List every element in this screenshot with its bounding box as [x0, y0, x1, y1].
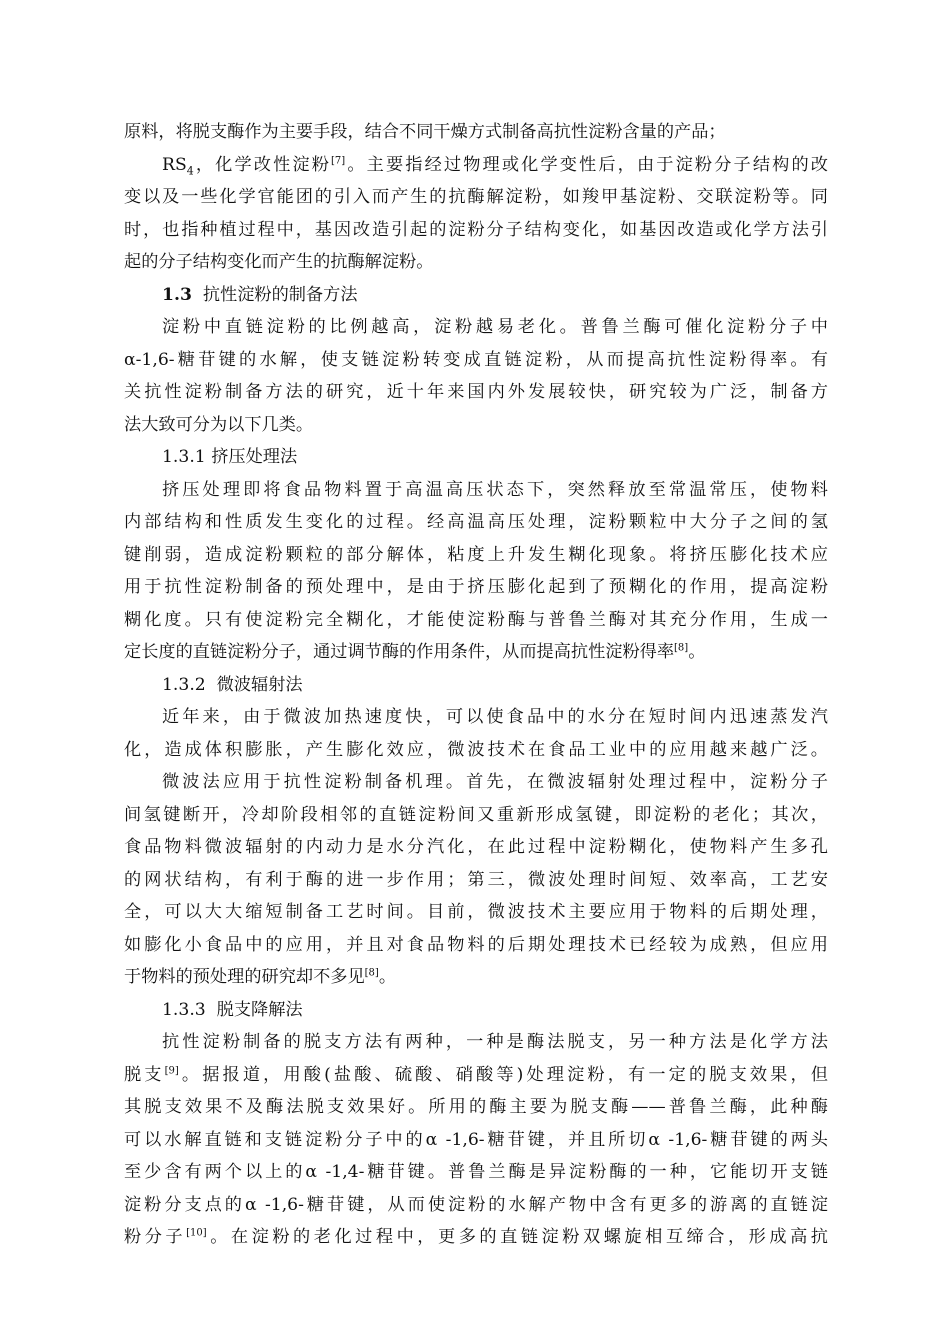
line-text: 起的分子结构变化而产生的抗酶解淀粉。	[124, 252, 434, 272]
paragraph-line	[124, 1059, 828, 1092]
subsection-title: 1.3.1 挤压处理法	[162, 447, 298, 467]
line-text: 。	[378, 967, 397, 987]
line-text: 原料，将脱支酶作为主要手段，结合不同干燥方式制备高抗性淀粉含量的产品；	[124, 122, 726, 142]
line-text: 近年来，由于微波加热速度快，可以使食品中的水分在短时间内迅速蒸发汽	[162, 707, 828, 727]
line-text: 挤压处理即将食品物料置于高温高压状态下，突然释放至常温常压，使物料	[162, 479, 828, 500]
line-text: 其脱支效果不及酶法脱支效果好。所用的酶主要为脱支酶——普鲁兰酶，此种酶	[124, 1097, 828, 1117]
line-text: 。在淀粉的老化过程中，更多的直链淀粉双螺旋相互缔合，形成高抗	[206, 1227, 828, 1247]
line-text: 键削弱，造成淀粉颗粒的部分解体，粘度上升发生糊化现象。将挤压膨化技术应	[124, 544, 828, 565]
section-number: 1.3	[162, 284, 192, 305]
citation: [9]	[164, 1064, 179, 1076]
line-text: α-1,6-糖苷键的水解，使支链淀粉转变成直链淀粉，从而提高抗性淀粉得率。有	[124, 349, 828, 370]
subsection-heading	[124, 669, 828, 702]
paragraph-line	[124, 1091, 828, 1124]
subscript: 4	[186, 163, 194, 177]
line-text: 。主要指经过物理或化学变性后，由于淀粉分子结构的改	[345, 154, 828, 175]
line-text: 变以及一些化学官能团的引入而产生的抗酶解淀粉，如羧甲基淀粉、交联淀粉等。同	[124, 187, 828, 207]
line-text: 粉分子	[124, 1227, 187, 1247]
citation: [10]	[186, 1227, 207, 1239]
line-text: 脱支	[124, 1064, 165, 1085]
line-text: RS	[162, 154, 187, 175]
line-text: 抗性淀粉制备的脱支方法有两种，一种是酶法脱支，另一种方法是化学方法	[162, 1032, 828, 1052]
subsection-title: 1.3.3 脱支降解法	[162, 999, 303, 1020]
line-text: 化，造成体积膨胀，产生膨化效应，微波技术在食品工业中的应用越来越广泛。	[124, 739, 828, 760]
line-text: 如膨化小食品中的应用，并且对食品物料的后期处理技术已经较为成熟，但应用	[124, 934, 828, 955]
paragraph-line	[124, 1124, 828, 1157]
paragraph-line	[124, 474, 828, 507]
paragraph-line	[124, 961, 828, 994]
line-text: 食品物料微波辐射的内动力是水分汽化，在此过程中淀粉糊化，使物料产生多孔	[124, 837, 828, 857]
line-text: 淀粉中直链淀粉的比例越高，淀粉越易老化。普鲁兰酶可催化淀粉分子中	[162, 317, 828, 337]
line-text: 的网状结构，有利于酶的进一步作用；第三，微波处理时间短、效率高，工艺安	[124, 869, 828, 890]
paragraph-line	[124, 766, 828, 799]
line-text: 淀粉分支点的α -1,6-糖苷键，从而使淀粉的水解产物中含有更多的游离的直链淀	[124, 1194, 828, 1215]
line-text: 微波法应用于抗性淀粉制备机理。首先，在微波辐射处理过程中，淀粉分子	[162, 772, 828, 792]
line-text: 时，也指种植过程中，基因改造引起的淀粉分子结构变化，如基因改造或化学方法引	[124, 219, 828, 240]
paragraph-line	[124, 149, 828, 182]
paragraph-line	[124, 1156, 828, 1189]
line-text: 糊化度。只有使淀粉完全糊化，才能使淀粉酶与普鲁兰酶对其充分作用，生成一	[124, 609, 828, 630]
paragraph-line	[124, 864, 828, 897]
paragraph-line	[124, 181, 828, 214]
paragraph-line	[124, 409, 828, 442]
line-text: 可以水解直链和支链淀粉分子中的α -1,6-糖苷键，并且所切α -1,6-糖苷键的两头	[124, 1129, 828, 1150]
citation: [8]	[364, 967, 379, 979]
line-text: 关抗性淀粉制备方法的研究，近十年来国内外发展较快，研究较为广泛，制备方	[124, 382, 828, 402]
paragraph-line	[124, 734, 828, 767]
paragraph-line	[124, 246, 828, 279]
paragraph-line	[124, 1221, 828, 1254]
subsection-title: 1.3.2 微波辐射法	[162, 674, 303, 695]
line-text: 用于抗性淀粉制备的预处理中，是由于挤压膨化起到了预糊化的作用，提高淀粉	[124, 577, 828, 597]
subsection-heading	[124, 441, 828, 474]
line-text: 法大致可分为以下几类。	[124, 414, 314, 435]
line-text: 。据报道，用酸(盐酸、硫酸、硝酸等)处理淀粉，有一定的脱支效果，但	[178, 1064, 828, 1085]
citation: [8]	[674, 642, 689, 654]
paragraph-line	[124, 214, 828, 247]
paragraph-line	[124, 799, 828, 832]
paragraph-line	[124, 506, 828, 539]
line-text: 于物料的预处理的研究却不多见	[124, 967, 365, 987]
document-page	[124, 116, 828, 1254]
line-text: 全，可以大大缩短制备工艺时间。目前，微波技术主要应用于物料的后期处理，	[124, 902, 828, 922]
paragraph-line	[124, 1026, 828, 1059]
paragraph-line	[124, 831, 828, 864]
paragraph-line	[124, 571, 828, 604]
citation: [7]	[331, 154, 346, 166]
paragraph-line	[124, 539, 828, 572]
paragraph-line	[124, 636, 828, 669]
paragraph-line	[124, 311, 828, 344]
section-title: 抗性淀粉的制备方法	[202, 284, 358, 305]
line-text: 至少含有两个以上的α -1,4-糖苷键。普鲁兰酶是异淀粉酶的一种，它能切开支链	[124, 1162, 828, 1182]
line-text: 内部结构和性质发生变化的过程。经高温高压处理，淀粉颗粒中大分子之间的氢	[124, 512, 828, 532]
paragraph-line	[124, 896, 828, 929]
line-text: 定长度的直链淀粉分子，通过调节酶的作用条件，从而提高抗性淀粉得率	[124, 642, 675, 662]
paragraph-line	[124, 701, 828, 734]
paragraph-line	[124, 116, 828, 149]
paragraph-line	[124, 376, 828, 409]
line-text: 间氢键断开，冷却阶段相邻的直链淀粉间又重新形成氢键，即淀粉的老化；其次，	[124, 804, 828, 825]
section-heading	[124, 279, 828, 312]
subsection-heading	[124, 994, 828, 1027]
paragraph-line	[124, 604, 828, 637]
line-text: 。	[688, 642, 706, 662]
paragraph-line	[124, 929, 828, 962]
paragraph-line	[124, 1189, 828, 1222]
paragraph-line	[124, 344, 828, 377]
line-text: ，化学改性淀粉	[193, 154, 332, 175]
